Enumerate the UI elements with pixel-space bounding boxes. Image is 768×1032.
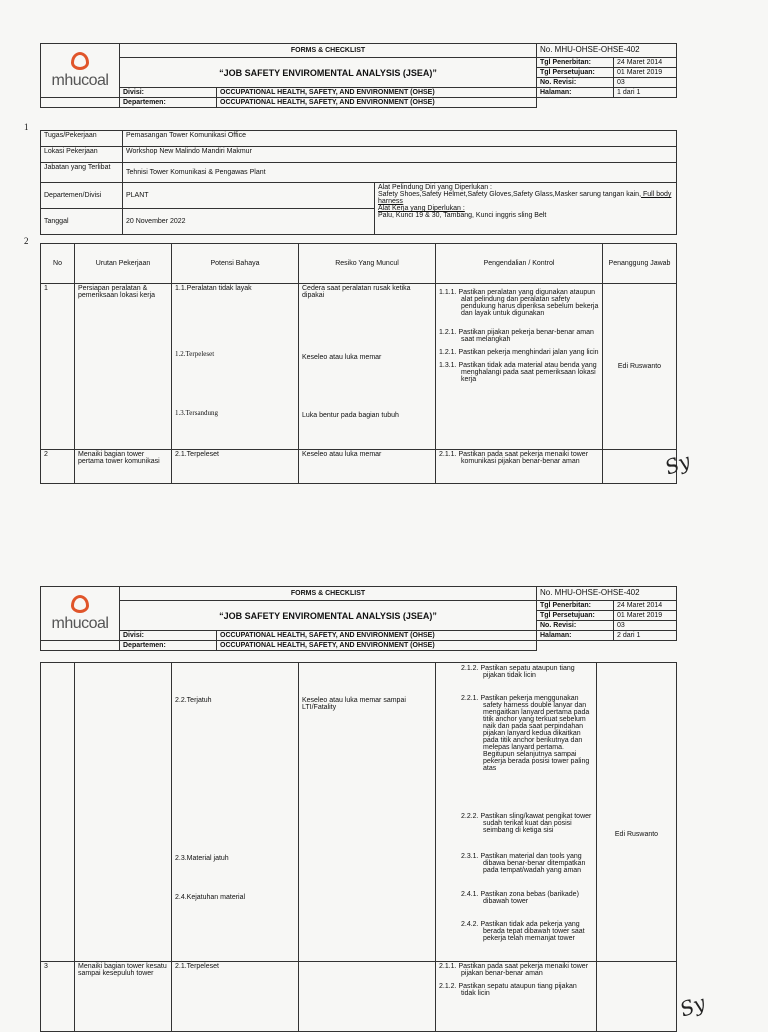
jabatan-label: Jabatan yang Terlibat <box>41 163 123 183</box>
logo-text-b: coal <box>81 614 109 632</box>
row3-bahaya: 2.1.Terpeleset <box>172 962 299 1032</box>
alat-list: Palu, Kunci 19 & 30, Tambang, Kunci inggris sling Belt <box>378 212 547 219</box>
row3-urutan: Menaiki bagian tower kesatu sampai kesepuluh tower <box>75 962 172 1032</box>
row3-no: 3 <box>41 962 75 1032</box>
divisi-label: Divisi: <box>120 88 217 98</box>
row1-kontrol-3: 1.2.1. Pastikan pekerja menghindari jalan yang licin <box>439 349 599 356</box>
halaman-label: Halaman: <box>537 88 614 98</box>
departemen-label: Departemen: <box>120 641 217 651</box>
tugas-label: Tugas/Pekerjaan <box>41 131 123 147</box>
kontrol-2-4-2: 2.4.2. Pastikan tidak ada pekerja yang berada tepat dibawah tower saat pekerja telah memanjat tower <box>461 921 585 942</box>
apd-text: Safety Shoes,Safety Helmet,Safety Gloves,Safety Glass,Masker sarung tangan kain, <box>378 191 642 198</box>
mhucoal-logo <box>41 587 120 641</box>
halaman-value: 1 dari 1 <box>614 88 677 98</box>
row2-cont-bahaya <box>172 663 299 962</box>
tgl-penerbitan-value: 24 Maret 2014 <box>614 58 677 68</box>
no-revisi-value: 03 <box>614 78 677 88</box>
logo-text-b: coal <box>81 71 109 89</box>
row3-resiko <box>299 962 436 1032</box>
row3-kontrol-2: 2.1.2. Pastikan sepatu ataupun tiang pijakan tidak licin <box>439 983 577 997</box>
tgl-persetujuan-value: 01 Maret 2019 <box>614 611 677 621</box>
row1-kontrol-4: 1.3.1. Pastikan tidak ada material atau benda yang menghalangi pada saat pemeriksaan lokasi kerja <box>439 362 597 383</box>
row3-pj <box>597 962 677 1032</box>
col-header-kontrol: Pengendalian / Kontrol <box>436 244 603 284</box>
departemen-value: OCCUPATIONAL HEALTH, SAFETY, AND ENVIRONMENT (OHSE) <box>217 641 537 651</box>
page-title: “JOB SAFETY ENVIROMENTAL ANALYSIS (JSEA)” <box>120 58 537 88</box>
row2-cont-no <box>41 663 75 962</box>
job-info-table <box>40 130 677 235</box>
row2-kontrol <box>436 450 603 484</box>
jsea-table-page1 <box>40 243 677 484</box>
table-row <box>41 663 677 962</box>
resiko-2-2: Keseleo atau luka memar sampai LTI/Fatality <box>302 697 406 711</box>
kontrol-2-4-1: 2.4.1. Pastikan zona bebas (barikade) dibawah tower <box>461 891 579 905</box>
apd-underlined: Full body harness <box>378 191 672 205</box>
divisi-label: Divisi: <box>120 631 217 641</box>
mhucoal-logo-icon <box>71 595 89 613</box>
halaman-label: Halaman: <box>537 631 614 641</box>
tgl-penerbitan-value: 24 Maret 2014 <box>614 601 677 611</box>
row2-kontrol-text: 2.1.1. Pastikan pada saat pekerja menaiki tower komunikasi pijakan benar-benar aman <box>439 451 589 465</box>
row2-cont-urutan <box>75 663 172 962</box>
row2-urutan: Menaiki bagian tower pertama tower komunikasi <box>75 450 172 484</box>
page2-header <box>40 586 677 651</box>
jsea-table-page2 <box>40 662 677 1032</box>
row1-pj: Edi Ruswanto <box>603 284 677 450</box>
bahaya-2-4: 2.4.Kejatuhan material <box>175 894 246 901</box>
margin-mark-1: 1 <box>24 122 29 132</box>
table-row <box>41 450 677 484</box>
no-revisi-value: 03 <box>614 621 677 631</box>
apd-label: Alat Pelindung Diri yang Diperlukan : <box>378 184 493 191</box>
divisi-value: OCCUPATIONAL HEALTH, SAFETY, AND ENVIRONMENT (OHSE) <box>217 631 537 641</box>
row1-resiko-3: Luka bentur pada bagian tubuh <box>302 412 399 419</box>
apd-list <box>378 191 673 205</box>
row2-bahaya: 2.1.Terpeleset <box>172 450 299 484</box>
dept-value: PLANT <box>123 183 375 209</box>
row1-resiko-2: Keseleo atau luka memar <box>302 354 382 361</box>
signature-page1: Sy <box>661 448 694 480</box>
row2-cont-pj <box>597 663 677 962</box>
col-header-bahaya: Potensi Bahaya <box>172 244 299 284</box>
col-header-pj: Penanggung Jawab <box>603 244 677 284</box>
page-title: “JOB SAFETY ENVIROMENTAL ANALYSIS (JSEA)” <box>120 601 537 631</box>
logo-text-a: mhu <box>51 614 82 632</box>
signature-page2: Sy <box>676 990 709 1022</box>
logo-text-a: mhu <box>51 71 82 89</box>
halaman-value: 2 dari 1 <box>614 631 677 641</box>
forms-checklist-heading: FORMS & CHECKLIST <box>120 587 537 601</box>
mhucoal-logo <box>41 44 120 98</box>
margin-mark-2: 2 <box>24 236 29 246</box>
tgl-penerbitan-label: Tgl Penerbitan: <box>537 601 614 611</box>
tanggal-label: Tanggal <box>41 209 123 235</box>
kontrol-2-3-1: 2.3.1. Pastikan material dan tools yang dibawa benar-benar ditempatkan pada tempat/wadah yang aman <box>461 853 586 874</box>
alat-label: Alat Kerja yang Diperlukan : <box>378 205 465 212</box>
row2-cont-kontrol <box>436 663 597 962</box>
kontrol-2-1-2: 2.1.2. Pastikan sepatu ataupun tiang pijakan tidak licin <box>461 665 575 679</box>
lokasi-value: Workshop New Malindo Mandiri Makmur <box>123 147 677 163</box>
tanggal-value: 20 November 2022 <box>123 209 375 235</box>
tgl-persetujuan-label: Tgl Persetujuan: <box>537 68 614 78</box>
dept-label: Departemen/Divisi <box>41 183 123 209</box>
pj-page2: Edi Ruswanto <box>614 831 659 838</box>
bahaya-2-3: 2.3.Material jatuh <box>175 855 229 862</box>
row3-kontrol <box>436 962 597 1032</box>
table-row <box>41 962 677 1032</box>
table-row <box>41 284 677 450</box>
col-header-urutan: Urutan Pekerjaan <box>75 244 172 284</box>
row2-cont-resiko <box>299 663 436 962</box>
departemen-value: OCCUPATIONAL HEALTH, SAFETY, AND ENVIRONMENT (OHSE) <box>217 98 537 108</box>
row1-kontrol <box>436 284 603 450</box>
doc-number: No. MHU-OHSE-OHSE-402 <box>537 44 677 58</box>
row3-kontrol-1: 2.1.1. Pastikan pada saat pekerja menaiki tower pijakan benar-benar aman <box>439 963 589 977</box>
equipment-cell <box>375 183 677 235</box>
row1-bahaya-3: 1.3.Tersandung <box>175 409 219 417</box>
col-header-no: No <box>41 244 75 284</box>
bahaya-2-2: 2.2.Terjatuh <box>175 697 212 704</box>
row2-no: 2 <box>41 450 75 484</box>
forms-checklist-heading: FORMS & CHECKLIST <box>120 44 537 58</box>
tgl-persetujuan-label: Tgl Persetujuan: <box>537 611 614 621</box>
page1-header <box>40 43 677 108</box>
no-revisi-label: No. Revisi: <box>537 621 614 631</box>
row1-resiko <box>299 284 436 450</box>
tugas-value: Pemasangan Tower Komunikasi Office <box>123 131 677 147</box>
row1-bahaya <box>172 284 299 450</box>
row1-kontrol-1: 1.1.1. Pastikan peralatan yang digunakan ataupun alat pelindung dan peralatan safety pendukung harus diperiksa sebelum bekerja dan layak untuk digunakan <box>439 289 599 317</box>
tgl-persetujuan-value: 01 Maret 2019 <box>614 68 677 78</box>
row1-no: 1 <box>41 284 75 450</box>
row1-urutan: Persiapan peralatan & pemeriksaan lokasi kerja <box>75 284 172 450</box>
lokasi-label: Lokasi Pekerjaan <box>41 147 123 163</box>
row1-bahaya-2: 1.2.Terpeleset <box>175 350 215 358</box>
row2-resiko: Keseleo atau luka memar <box>299 450 436 484</box>
col-header-resiko: Resiko Yang Muncul <box>299 244 436 284</box>
doc-number: No. MHU-OHSE-OHSE-402 <box>537 587 677 601</box>
row1-kontrol-2: 1.2.1. Pastikan pijakan pekerja benar-benar aman saat melangkah <box>439 329 594 343</box>
divisi-value: OCCUPATIONAL HEALTH, SAFETY, AND ENVIRONMENT (OHSE) <box>217 88 537 98</box>
tgl-penerbitan-label: Tgl Penerbitan: <box>537 58 614 68</box>
departemen-label: Departemen: <box>120 98 217 108</box>
no-revisi-label: No. Revisi: <box>537 78 614 88</box>
kontrol-2-2-2: 2.2.2. Pastikan sling/kawat pengikat tower sudah terikat kuat dan posisi seimbang di ketiga sisi <box>461 813 592 834</box>
mhucoal-logo-icon <box>71 52 89 70</box>
jabatan-value: Tehnisi Tower Komunikasi & Pengawas Plant <box>123 163 677 183</box>
row1-resiko-1: Cedera saat peralatan rusak ketika dipakai <box>302 285 411 299</box>
kontrol-2-2-1: 2.2.1. Pastikan pekerja menggunakan safety harness double lanyar dan mengaitkan lanyard pertama pada titik anchor yang terkuat sebelum naik dan pada saat perpindahan pijakan lanyard kedua dikaitkan pada titik anchor berikutnya dan melepas lanyard pertama. Begitupun selanjutnya sampai pekerja berada posisi tower paling atas <box>461 695 590 772</box>
row1-bahaya-1: 1.1.Peralatan tidak layak <box>175 285 252 292</box>
